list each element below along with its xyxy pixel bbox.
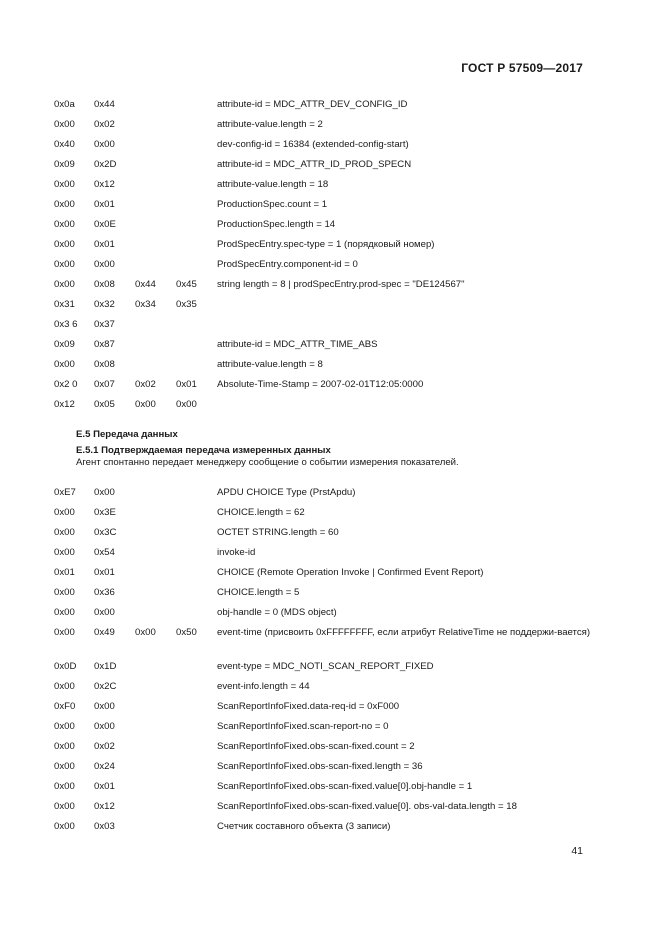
byte-value: 0x01 (94, 239, 115, 250)
field-description: APDU CHOICE Type (PrstApdu) (217, 487, 356, 498)
table-row (0, 780, 661, 800)
byte-value: 0x00 (94, 487, 115, 498)
field-description: ScanReportInfoFixed.obs-scan-fixed.value[0].obj-handle = 1 (217, 781, 473, 792)
byte-value: 0x00 (54, 279, 75, 290)
byte-value: 0x00 (135, 627, 156, 638)
byte-value: 0x09 (54, 159, 75, 170)
byte-value: 0x49 (94, 627, 115, 638)
byte-value: 0x34 (135, 299, 156, 310)
table-row (0, 178, 661, 198)
field-description: event-time (присвоить 0xFFFFFFFF, если атрибут RelativeTime не поддержи-вается) (217, 627, 591, 638)
field-description: invoke-id (217, 547, 256, 558)
byte-value: 0x00 (94, 607, 115, 618)
field-description: ProductionSpec.length = 14 (217, 219, 336, 230)
byte-value: 0x44 (94, 99, 115, 110)
table-row (0, 358, 661, 378)
byte-value: 0x00 (54, 119, 75, 130)
table-row (0, 398, 661, 418)
byte-value: 0x00 (54, 547, 75, 558)
byte-value: 0x00 (54, 587, 75, 598)
byte-value: 0x00 (54, 681, 75, 692)
byte-value: 0x24 (94, 761, 115, 772)
byte-value: 0x00 (94, 259, 115, 270)
field-description: ScanReportInfoFixed.data-req-id = 0xF000 (217, 701, 400, 712)
document-standard-number: ГОСТ Р 57509—2017 (461, 61, 583, 75)
byte-value: 0x00 (54, 527, 75, 538)
byte-value: 0x01 (94, 781, 115, 792)
byte-value: 0x3E (94, 507, 116, 518)
table-row (0, 626, 661, 660)
byte-value: 0xF0 (54, 701, 76, 712)
byte-value: 0x0D (54, 661, 77, 672)
byte-value: 0x05 (94, 399, 115, 410)
field-description: CHOICE.length = 62 (217, 507, 305, 518)
table-row (0, 218, 661, 238)
field-description: Счетчик составного объекта (3 записи) (217, 821, 391, 832)
field-description: ScanReportInfoFixed.obs-scan-fixed.length = 36 (217, 761, 423, 772)
byte-value: 0x02 (94, 119, 115, 130)
byte-table-config (0, 98, 661, 418)
table-row (0, 586, 661, 606)
byte-value: 0x00 (54, 179, 75, 190)
byte-value: 0x00 (94, 139, 115, 150)
byte-value: 0x00 (94, 701, 115, 712)
byte-value: 0x36 (94, 587, 115, 598)
byte-value: 0x12 (94, 179, 115, 190)
byte-value: 0x00 (54, 741, 75, 752)
byte-value: 0x00 (176, 399, 197, 410)
byte-value: 0x2C (94, 681, 117, 692)
table-row (0, 760, 661, 780)
byte-value: 0x45 (176, 279, 197, 290)
page-number: 41 (571, 845, 583, 857)
byte-value: 0x40 (54, 139, 75, 150)
field-description: dev-config-id = 16384 (extended-config-start) (217, 139, 409, 150)
field-description: attribute-value.length = 18 (217, 179, 329, 190)
byte-value: 0x3 6 (54, 319, 78, 330)
table-row (0, 138, 661, 158)
table-row (0, 378, 661, 398)
byte-value: 0x32 (94, 299, 115, 310)
table-row (0, 720, 661, 740)
byte-value: 0x00 (54, 801, 75, 812)
byte-value: 0x12 (54, 399, 75, 410)
field-description: event-info.length = 44 (217, 681, 310, 692)
byte-value: 0x09 (54, 339, 75, 350)
field-description: string length = 8 | prodSpecEntry.prod-spec = "DE124567" (217, 279, 465, 290)
table-row (0, 700, 661, 720)
section-heading: Е.5 Передача данных (76, 429, 178, 440)
field-description: attribute-id = MDC_ATTR_DEV_CONFIG_ID (217, 99, 408, 110)
field-description: ProdSpecEntry.component-id = 0 (217, 259, 358, 270)
field-description: attribute-value.length = 2 (217, 119, 323, 130)
table-row (0, 258, 661, 278)
field-description: event-type = MDC_NOTI_SCAN_REPORT_FIXED (217, 661, 434, 672)
field-description: OCTET STRING.length = 60 (217, 527, 339, 538)
byte-value: 0x00 (54, 607, 75, 618)
byte-value: 0x00 (54, 359, 75, 370)
table-row (0, 98, 661, 118)
table-row (0, 546, 661, 566)
byte-value: 0x31 (54, 299, 75, 310)
byte-value: 0x1D (94, 661, 117, 672)
byte-table-event-report (0, 486, 661, 840)
byte-value: 0x01 (176, 379, 197, 390)
byte-value: 0x00 (54, 199, 75, 210)
byte-value: 0xE7 (54, 487, 76, 498)
byte-value: 0x03 (94, 821, 115, 832)
table-row (0, 198, 661, 218)
field-description: attribute-id = MDC_ATTR_TIME_ABS (217, 339, 378, 350)
table-row (0, 158, 661, 178)
table-row (0, 486, 661, 506)
byte-value: 0x37 (94, 319, 115, 330)
byte-value: 0x01 (94, 199, 115, 210)
byte-value: 0x07 (94, 379, 115, 390)
table-row (0, 506, 661, 526)
byte-value: 0x00 (54, 259, 75, 270)
field-description: CHOICE (Remote Operation Invoke | Confirmed Event Report) (217, 567, 484, 578)
byte-value: 0x08 (94, 279, 115, 290)
field-description: ScanReportInfoFixed.obs-scan-fixed.value[0]. obs-val-data.length = 18 (217, 801, 517, 812)
field-description: obj-handle = 0 (MDS object) (217, 607, 337, 618)
field-description: attribute-value.length = 8 (217, 359, 323, 370)
section-subheading: Е.5.1 Подтверждаемая передача измеренных данных (76, 445, 331, 456)
byte-value: 0x00 (54, 781, 75, 792)
table-row (0, 298, 661, 318)
byte-value: 0x54 (94, 547, 115, 558)
byte-value: 0x00 (135, 399, 156, 410)
field-description: attribute-id = MDC_ATTR_ID_PROD_SPECN (217, 159, 412, 170)
byte-value: 0x0E (94, 219, 116, 230)
table-row (0, 660, 661, 680)
byte-value: 0x00 (54, 507, 75, 518)
byte-value: 0x02 (135, 379, 156, 390)
byte-value: 0x00 (54, 821, 75, 832)
table-row (0, 740, 661, 760)
byte-value: 0x3C (94, 527, 117, 538)
field-description: Absolute-Time-Stamp = 2007-02-01T12:05:0000 (217, 379, 424, 390)
byte-value: 0x08 (94, 359, 115, 370)
section-e5 (76, 429, 459, 469)
table-row (0, 680, 661, 700)
field-description: ScanReportInfoFixed.obs-scan-fixed.count = 2 (217, 741, 415, 752)
byte-value: 0x00 (54, 239, 75, 250)
table-row (0, 338, 661, 358)
byte-value: 0x44 (135, 279, 156, 290)
byte-value: 0x00 (54, 219, 75, 230)
byte-value: 0x01 (94, 567, 115, 578)
table-row (0, 820, 661, 840)
byte-value: 0x00 (94, 721, 115, 732)
field-description: ProductionSpec.count = 1 (217, 199, 328, 210)
byte-value: 0x00 (54, 721, 75, 732)
table-row (0, 238, 661, 258)
table-row (0, 526, 661, 546)
field-description: ProdSpecEntry.spec-type = 1 (порядковый номер) (217, 239, 435, 250)
table-row (0, 606, 661, 626)
byte-value: 0x00 (54, 627, 75, 638)
byte-value: 0x87 (94, 339, 115, 350)
byte-value: 0x00 (54, 761, 75, 772)
field-description: ScanReportInfoFixed.scan-report-no = 0 (217, 721, 389, 732)
byte-value: 0x2 0 (54, 379, 78, 390)
byte-value: 0x50 (176, 627, 197, 638)
table-row (0, 318, 661, 338)
field-description: CHOICE.length = 5 (217, 587, 300, 598)
byte-value: 0x0a (54, 99, 75, 110)
table-row (0, 800, 661, 820)
table-row (0, 278, 661, 298)
byte-value: 0x01 (54, 567, 75, 578)
table-row (0, 118, 661, 138)
byte-value: 0x02 (94, 741, 115, 752)
byte-value: 0x2D (94, 159, 117, 170)
table-row (0, 566, 661, 586)
section-text: Агент спонтанно передает менеджеру сообщение о событии измерения показателей. (76, 457, 459, 468)
byte-value: 0x35 (176, 299, 197, 310)
byte-value: 0x12 (94, 801, 115, 812)
